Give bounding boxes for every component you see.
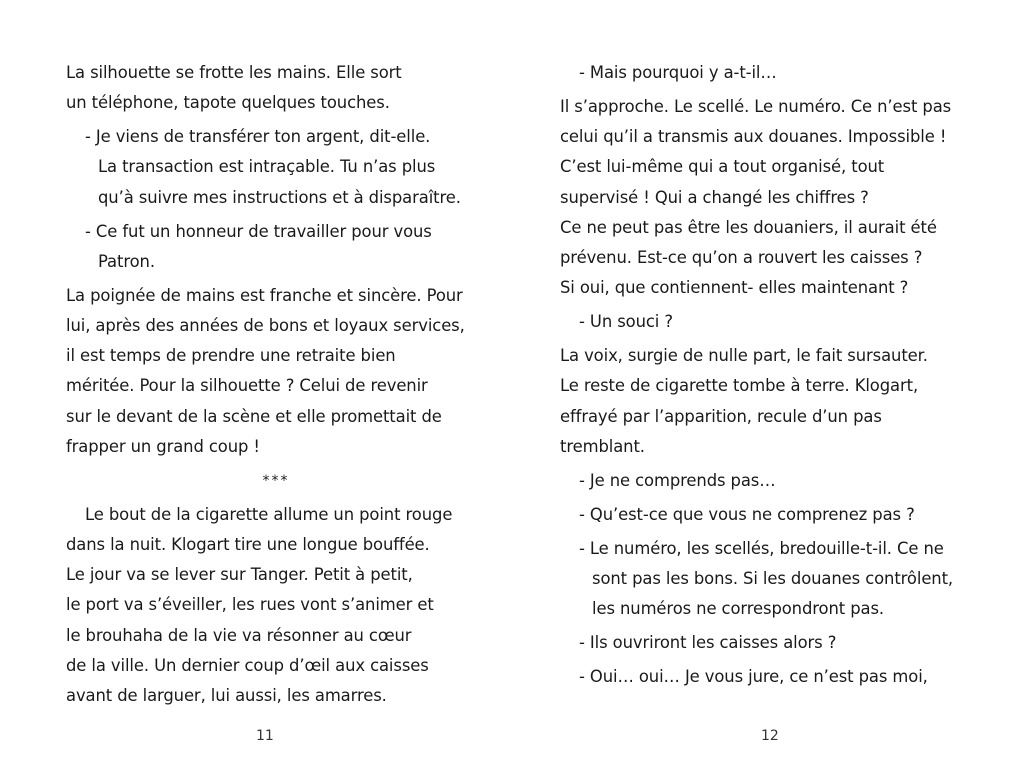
text-line: dans la nuit. Klogart tire une longue bouffée. (66, 535, 430, 555)
dialogue-paragraph (66, 217, 486, 277)
text-line: avant de larguer, lui aussi, les amarres. (66, 686, 387, 706)
text-line: Il s’approche. Le scellé. Le numéro. Ce n’est pas (560, 97, 952, 116)
text-line: Patron. (98, 251, 155, 271)
paragraph (66, 500, 486, 711)
text-line: sur le devant de la scène et elle promettait de (66, 406, 442, 426)
text-line: - Le numéro, les scellés, bredouille-t-il. Ce ne (579, 538, 944, 558)
left-page-text (66, 58, 486, 715)
text-line: de la ville. Un dernier coup d’œil aux caisses (66, 655, 429, 675)
text-line: La transaction est intraçable. Tu n’as plus (98, 157, 436, 177)
text-line: méritée. Pour la silhouette ? Celui de revenir (66, 376, 428, 396)
text-line: effrayé par l’apparition, recule d’un pas (560, 406, 882, 426)
text-line: les numéros ne correspondront pas. (592, 599, 884, 619)
text-line: - Mais pourquoi y a-t-il… (579, 63, 777, 82)
text-line: Le reste de cigarette tombe à terre. Klogart, (560, 376, 919, 396)
text-line: - Un souci ? (579, 312, 673, 332)
text-line: un téléphone, tapote quelques touches. (66, 93, 390, 113)
text-line: qu’à suivre mes instructions et à disparaître. (98, 187, 461, 207)
dialogue-paragraph (560, 628, 990, 658)
dialogue-paragraph (560, 662, 990, 692)
scene-separator: *** (262, 472, 290, 489)
text-line: prévenu. Est-ce qu’on a rouvert les caisses ? (560, 248, 923, 268)
dialogue-paragraph (560, 500, 990, 530)
text-line: La poignée de mains est franche et sincère. Pour (66, 285, 463, 305)
right-page (511, 0, 1023, 772)
text-line: - Je ne comprends pas… (579, 470, 776, 490)
dialogue-paragraph (66, 122, 486, 213)
text-line: frapper un grand coup ! (66, 436, 260, 456)
dialogue-paragraph (560, 466, 990, 496)
text-line: La silhouette se frotte les mains. Elle sort (66, 63, 402, 82)
text-line: lui, après des années de bons et loyaux services, (66, 316, 465, 336)
text-line: - Oui… oui… Je vous jure, ce n’est pas moi, (579, 667, 928, 687)
text-line: - Je viens de transférer ton argent, dit-elle. (85, 127, 431, 147)
text-line: Le bout de la cigarette allume un point rouge (85, 504, 453, 524)
text-line: - Qu’est-ce que vous ne comprenez pas ? (579, 504, 915, 524)
text-line: le brouhaha de la vie va résonner au cœur (66, 625, 412, 645)
text-line: celui qu’il a transmis aux douanes. Impossible ! (560, 127, 947, 147)
dialogue-paragraph (560, 307, 990, 337)
text-line: il est temps de prendre une retraite bien (66, 346, 396, 366)
left-page (0, 0, 511, 772)
text-line: - Ils ouvriront les caisses alors ? (579, 633, 837, 653)
right-page-text (560, 58, 990, 696)
page-number: 11 (256, 728, 274, 744)
text-line: le port va s’éveiller, les rues vont s’animer et (66, 595, 434, 615)
dialogue-paragraph (560, 534, 990, 625)
paragraph (66, 58, 486, 118)
dialogue-paragraph (560, 58, 990, 88)
text-line: - Ce fut un honneur de travailler pour vous (85, 221, 432, 241)
text-line: Ce ne peut pas être les douaniers, il aurait été (560, 217, 937, 237)
text-line: Le jour va se lever sur Tanger. Petit à petit, (66, 565, 413, 585)
text-line: C’est lui-même qui a tout organisé, tout (560, 157, 885, 177)
paragraph (560, 92, 990, 303)
text-line: sont pas les bons. Si les douanes contrôlent, (592, 569, 954, 589)
paragraph (66, 281, 486, 462)
text-line: La voix, surgie de nulle part, le fait sursauter. (560, 346, 928, 366)
text-line: tremblant. (560, 436, 645, 456)
text-line: Si oui, que contiennent- elles maintenant ? (560, 278, 909, 298)
paragraph (560, 341, 990, 462)
text-line: supervisé ! Qui a changé les chiffres ? (560, 187, 869, 207)
page-number: 12 (761, 728, 779, 744)
